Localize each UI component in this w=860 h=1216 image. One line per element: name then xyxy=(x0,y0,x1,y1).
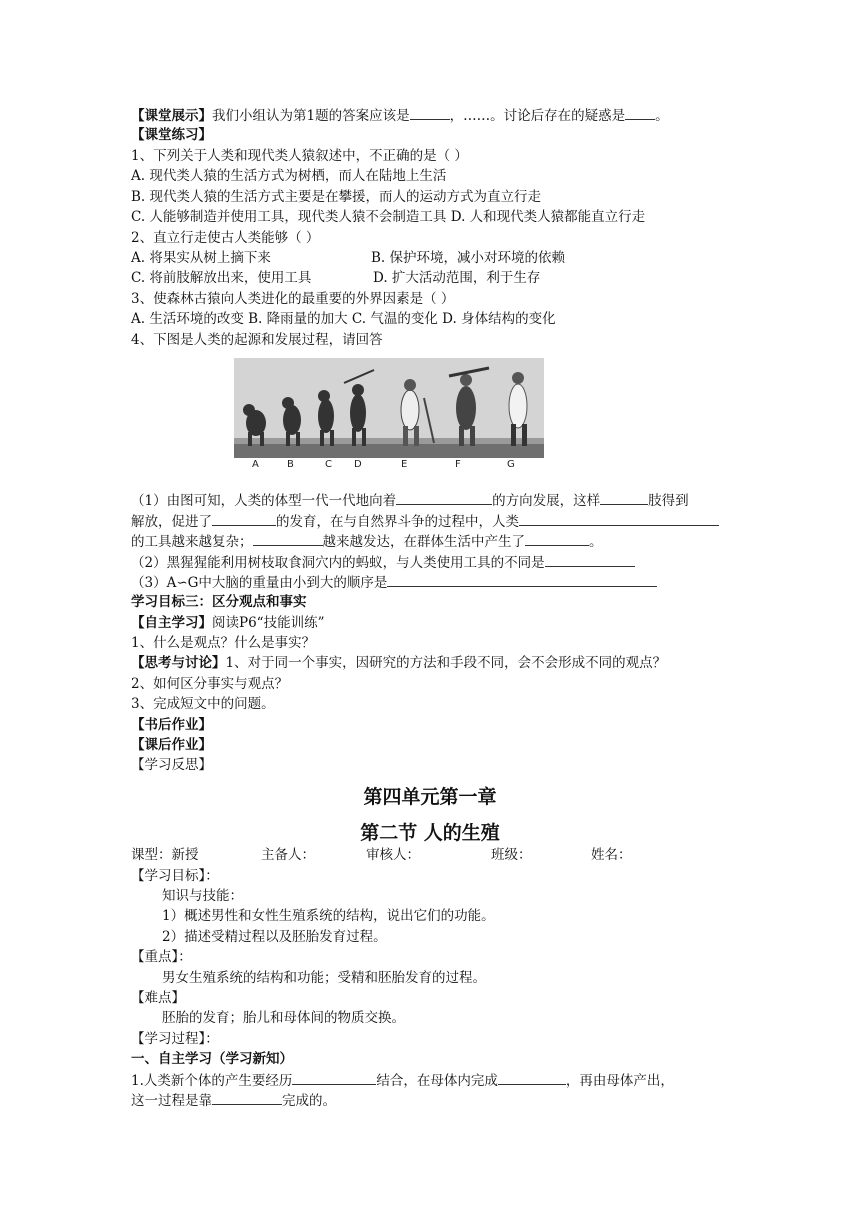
answer-blank[interactable] xyxy=(396,490,492,505)
question-1-option-a: A. 现代类人猿的生活方式为树栖，而人在陆地上生活 xyxy=(131,168,447,184)
answer-blank[interactable] xyxy=(292,1070,376,1085)
question-2: 2、直立行走使古人类能够（ ） xyxy=(131,230,320,246)
part-1-heading: 一、自主学习（学习新知） xyxy=(131,1051,293,1067)
figure-label-e: E xyxy=(401,459,408,470)
question-3: 3、使森林古猿向人类进化的最重要的外界因素是（ ） xyxy=(131,291,455,307)
goal-3-heading: 学习目标三：区分观点和事实 xyxy=(131,594,307,610)
answer-blank[interactable] xyxy=(519,511,719,526)
answer-blank[interactable] xyxy=(498,1070,566,1085)
answer-blank[interactable] xyxy=(212,511,276,526)
think-q2: 2、如何区分事实与观点？ xyxy=(131,676,289,692)
text: （2）黑猩猩能利用树枝取食洞穴内的蚂蚁，与人类使用工具的不同是 xyxy=(131,555,545,571)
textbook-homework-heading: 【书后作业】 xyxy=(131,717,212,733)
key-points-heading: 【重点】： xyxy=(131,949,192,965)
figure-label-g: G xyxy=(507,459,515,470)
figure-label-b: B xyxy=(287,459,294,470)
text: 阅读P6“技能训练” xyxy=(212,615,325,631)
think-discuss-line xyxy=(131,653,666,673)
knowledge-skills-label: 知识与技能： xyxy=(162,888,243,904)
goal-1: 1）概述男性和女性生殖系统的结构，说出它们的功能。 xyxy=(162,908,495,924)
option-a: A. 将果实从树上摘下来 xyxy=(131,250,271,266)
text: 完成的。 xyxy=(282,1093,336,1109)
class-field: 班级： xyxy=(491,847,532,863)
option-b: B. 保护环境，减小对环境的依赖 xyxy=(371,250,566,266)
sub-question-2 xyxy=(131,552,635,573)
sub-question-1-line-2 xyxy=(131,511,719,532)
figure-label-f: F xyxy=(455,459,461,470)
question-2-options-cd xyxy=(131,268,540,288)
evolution-figures xyxy=(234,358,544,458)
text: 结合，在母体内完成 xyxy=(376,1073,498,1089)
text: 我们小组认为第1题的答案应该是 xyxy=(212,108,410,124)
option-d: D. 扩大活动范围，利于生存 xyxy=(373,270,541,286)
learning-process-heading: 【学习过程】： xyxy=(131,1031,219,1047)
text: ，再由母体产出， xyxy=(565,1073,674,1089)
reflection-heading: 【学习反思】 xyxy=(131,757,212,773)
part-1-q1-line-2 xyxy=(131,1090,336,1111)
difficulties: 胚胎的发育；胎儿和母体间的物质交换。 xyxy=(162,1010,405,1026)
text: 。 xyxy=(589,534,603,550)
class-display-heading: 【课堂展示】 xyxy=(131,108,212,124)
human-evolution-image xyxy=(234,358,544,458)
text: 1、对于同一个事实，因研究的方法和手段不同，会不会形成不同的观点？ xyxy=(225,655,667,671)
text: （3）A∽G中大脑的重量由小到大的顺序是 xyxy=(131,575,388,591)
text: （1）由图可知，人类的体型一代一代地向着 xyxy=(131,493,397,509)
text: 的方向发展，这样 xyxy=(492,493,601,509)
learning-goals-heading: 【学习目标】： xyxy=(131,868,219,884)
text: 的发育，在与自然界斗争的过程中，人类 xyxy=(276,514,519,530)
think-q3: 3、完成短文中的问题。 xyxy=(131,696,275,712)
answer-blank[interactable] xyxy=(410,105,450,120)
question-3-options: A. 生活环境的改变 B. 降雨量的加大 C. 气温的变化 D. 身体结构的变化 xyxy=(131,311,556,327)
self-study-q1: 1、什么是观点？什么是事实？ xyxy=(131,635,316,651)
sub-question-3 xyxy=(131,572,657,593)
answer-blank[interactable] xyxy=(387,572,657,587)
answer-blank[interactable] xyxy=(625,105,655,120)
practice-heading: 【课堂练习】 xyxy=(131,127,212,143)
sub-question-1-line-3 xyxy=(131,531,603,552)
answer-blank[interactable] xyxy=(600,490,648,505)
answer-blank[interactable] xyxy=(525,531,589,546)
answer-blank[interactable] xyxy=(212,1090,282,1105)
self-study-heading: 【自主学习】 xyxy=(131,615,212,631)
sub-question-1-line-1 xyxy=(131,490,689,511)
text: ，……。讨论后存在的疑惑是 xyxy=(449,108,626,124)
figure-label-a: A xyxy=(252,459,259,470)
name-field: 姓名： xyxy=(591,847,632,863)
difficulties-heading: 【难点】 xyxy=(131,990,185,1006)
question-4: 4、下图是人类的起源和发展过程，请回答 xyxy=(131,332,383,348)
text: 这一过程是靠 xyxy=(131,1093,212,1109)
prepared-by: 主备人： xyxy=(261,847,315,863)
question-1: 1、下列关于人类和现代类人猿叙述中，不正确的是（ ） xyxy=(131,148,468,164)
reviewed-by: 审核人： xyxy=(366,847,420,863)
text: 。 xyxy=(655,108,669,124)
key-points: 男女生殖系统的结构和功能；受精和胚胎发育的过程。 xyxy=(162,970,486,986)
text: 解放，促进了 xyxy=(131,514,212,530)
question-1-option-cd: C. 人能够制造并使用工具，现代类人猿不会制造工具 D. 人和现代类人猿都能直立行走 xyxy=(131,209,646,225)
think-discuss-heading: 【思考与讨论】 xyxy=(131,655,226,671)
part-1-q1-line-1 xyxy=(131,1070,674,1091)
option-c: C. 将前肢解放出来，使用工具 xyxy=(131,270,312,286)
unit-title: 第四单元第一章 xyxy=(363,786,497,808)
answer-blank[interactable] xyxy=(253,531,323,546)
question-2-options-ab xyxy=(131,248,565,268)
goal-2: 2）描述受精过程以及胚胎发育过程。 xyxy=(162,929,387,945)
section-title: 第二节 人的生殖 xyxy=(360,822,500,844)
self-study-line xyxy=(131,613,324,633)
text: 肢得到 xyxy=(648,493,689,509)
text: 越来越发达，在群体生活中产生了 xyxy=(322,534,525,550)
text: 的工具越来越复杂； xyxy=(131,534,253,550)
question-1-option-b: B. 现代类人猿的生活方式主要是在攀援，而人的运动方式为直立行走 xyxy=(131,189,542,205)
text: 1.人类新个体的产生要经历 xyxy=(131,1073,293,1089)
lesson-type: 课型：新授 xyxy=(131,847,199,863)
figure-label-c: C xyxy=(325,459,332,470)
after-class-homework-heading: 【课后作业】 xyxy=(131,737,212,753)
lesson-meta xyxy=(131,845,632,865)
class-display-line xyxy=(131,105,669,126)
figure-label-d: D xyxy=(354,459,362,470)
answer-blank[interactable] xyxy=(545,552,635,567)
